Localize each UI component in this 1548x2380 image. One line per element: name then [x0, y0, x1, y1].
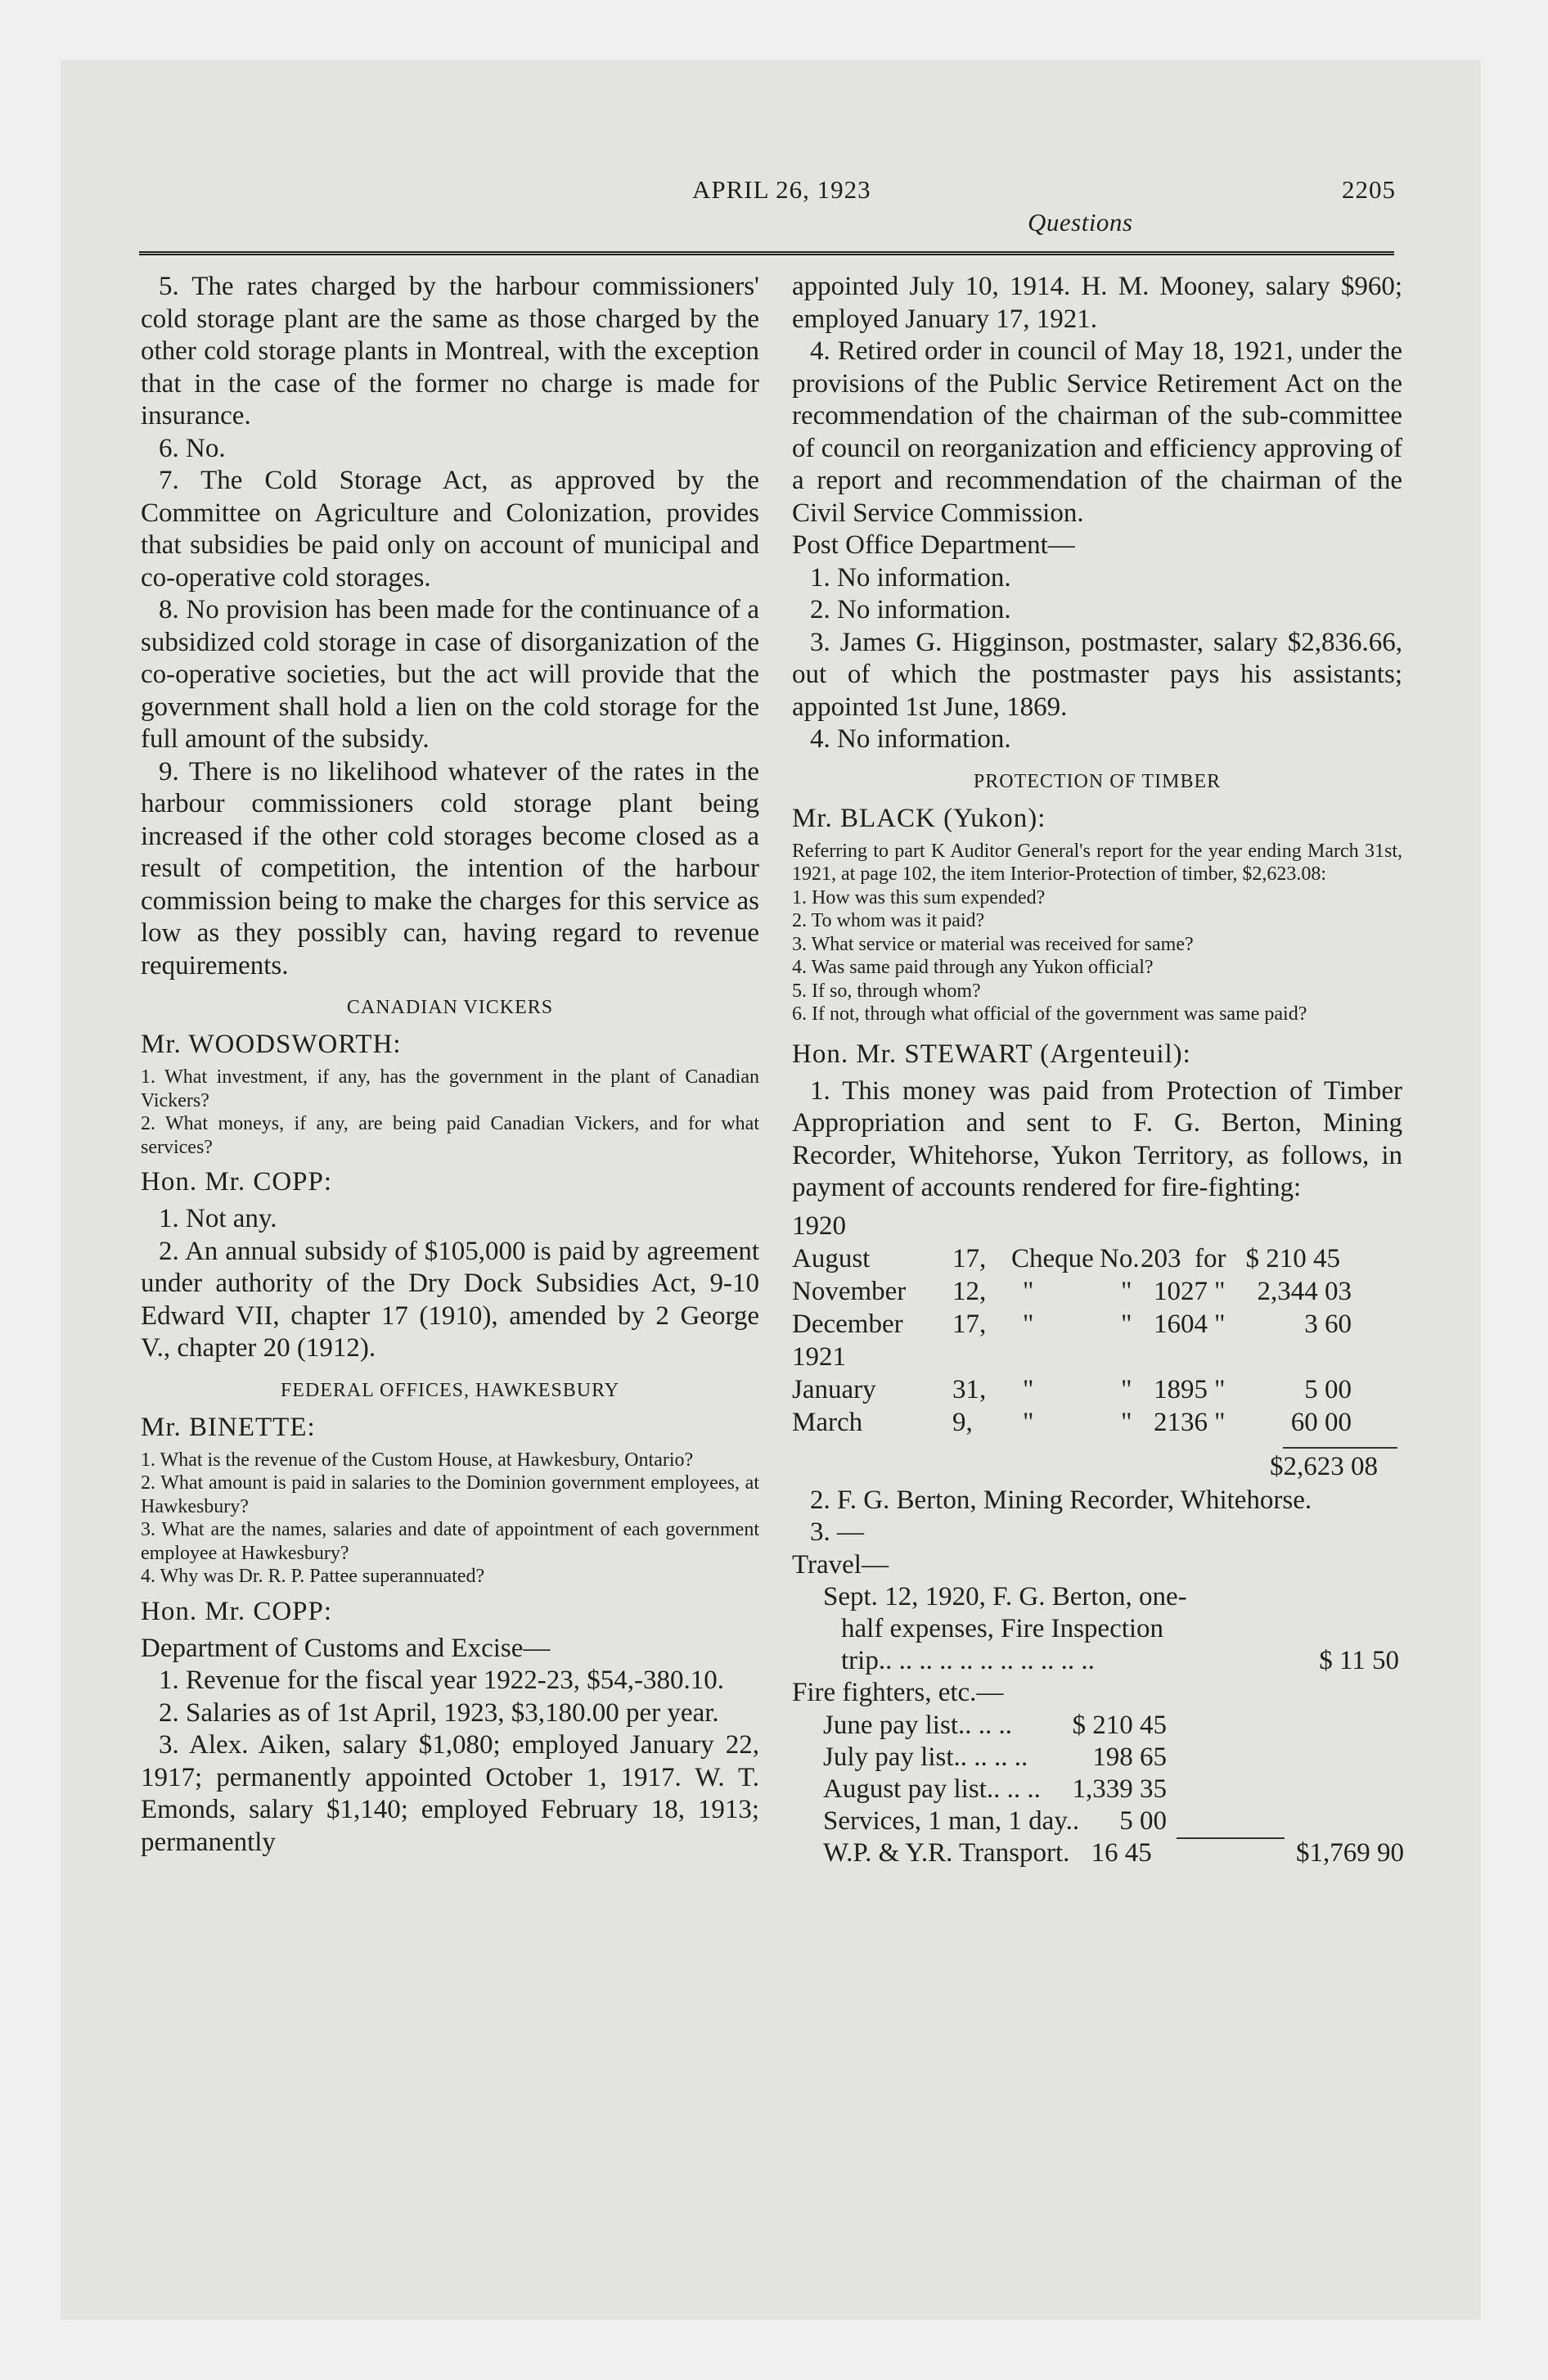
payment-mark: No. [1100, 1243, 1140, 1273]
payment-mark: " [1214, 1276, 1226, 1306]
question-item: 1. What is the revenue of the Custom House, at Hawkesbury, Ontario? [141, 1449, 694, 1471]
section-heading: CANADIAN VICKERS [346, 997, 554, 1018]
payment-row [792, 1275, 1402, 1308]
question-item: 2. What amount is paid in salaries to the Dominion government employees, at Hawkesbury? [141, 1472, 759, 1517]
payment-row [792, 1406, 1402, 1439]
answer-paragraph: 1. Revenue for the fiscal year 1922-23, $54,-380.10. [159, 1666, 724, 1695]
fire-total: $1,769 90 [1296, 1837, 1404, 1868]
header-rule [139, 251, 1394, 255]
payment-mark: " [1214, 1309, 1226, 1339]
fire-item-label: W.P. & Y.R. Transport. [823, 1837, 1070, 1868]
payment-mark: " [1023, 1374, 1034, 1404]
payment-row [792, 1308, 1402, 1341]
payment-cheque: 1027 [1154, 1276, 1208, 1306]
fire-item [823, 1837, 1402, 1869]
fire-item-amount: 198 65 [1092, 1742, 1167, 1772]
answer-paragraph: 3. — [810, 1517, 864, 1547]
payment-mark: " [1121, 1276, 1132, 1306]
payment-row [792, 1373, 1402, 1406]
payment-cheque: 1895 [1154, 1374, 1208, 1404]
left-column [141, 271, 759, 1859]
question-item: 6. If not, through what official of the government was same paid? [792, 1003, 1307, 1025]
question-item: 2. What moneys, if any, are being paid Canadian Vickers, and for what services? [141, 1113, 759, 1158]
travel-line: half expenses, Fire Inspection [841, 1614, 1164, 1643]
page-date: APRIL 26, 1923 [692, 175, 871, 204]
payment-mark: " [1023, 1276, 1034, 1306]
payment-mark: " [1121, 1407, 1132, 1437]
payment-mark: " [1214, 1374, 1226, 1404]
fire-item-label: June pay list.. .. .. [823, 1710, 1012, 1740]
section-heading: PROTECTION OF TIMBER [973, 770, 1222, 792]
speaker-name: Mr. WOODSWORTH: [141, 1030, 402, 1059]
department-label: Department of Customs and Excise— [141, 1633, 551, 1663]
answer-paragraph: 8. No provision has been made for the continuance of a subsidized cold storage in case of disorganization of the co-operative societies, but the act will provide that the government shall hold a lien on the cold storage for the full amount of the subsidy. [141, 595, 759, 754]
answer-paragraph: 3. Alex. Aiken, salary $1,080; employed January 22, 1917; permanently appointed October 1, 1917. W. T. Emonds, salary $1,140; employed February 18, 1913; permanently [141, 1730, 759, 1857]
question-item: 4. Why was Dr. R. P. Pattee superannuated? [141, 1566, 485, 1587]
payment-total: $2,623 08 [1270, 1451, 1378, 1481]
question-item: 3. What are the names, salaries and date of appointment of each government employee at Hawkesbury? [141, 1519, 759, 1564]
payment-day: 9, [952, 1407, 973, 1437]
answer-paragraph: 3. James G. Higginson, postmaster, salary $2,836.66, out of which the postmaster pays his assistants; appointed 1st June, 1869. [792, 627, 1402, 722]
travel-line: Sept. 12, 1920, F. G. Berton, one- [823, 1582, 1187, 1611]
travel-amount: $ 11 50 [1319, 1646, 1399, 1675]
question-item: 4. Was same paid through any Yukon official? [792, 957, 1154, 978]
fire-item-amount: 5 00 [1119, 1805, 1167, 1836]
fire-item [823, 1742, 1402, 1774]
question-item: 3. What service or material was received for same? [792, 933, 1194, 955]
fire-item [823, 1710, 1402, 1742]
payment-amount: 3 60 [1304, 1309, 1352, 1339]
fire-item-amount: 1,339 35 [1072, 1774, 1167, 1804]
year-label: 1921 [792, 1341, 846, 1372]
payment-amount: 5 00 [1304, 1374, 1352, 1404]
answer-paragraph: 1. Not any. [159, 1204, 277, 1233]
fire-item [823, 1805, 1402, 1837]
payment-amount: $ 210 45 [1245, 1243, 1340, 1273]
section-heading: FEDERAL OFFICES, HAWKESBURY [280, 1379, 620, 1401]
answer-paragraph: 7. The Cold Storage Act, as approved by the Committee on Agriculture and Colonization, provides that subsidies be paid only on account of municipal and co-operative cold storages. [141, 466, 759, 593]
payment-row [792, 1242, 1402, 1275]
answer-paragraph: 5. The rates charged by the harbour commissioners' cold storage plant are the same as those charged by the other cold storage plants in Montreal, with the exception that in the case of the former no charge is made for insurance. [141, 272, 759, 430]
payment-mark: " [1121, 1374, 1132, 1404]
section-title: Questions [1028, 208, 1133, 237]
payment-cheque: 1604 [1154, 1309, 1208, 1339]
payment-day: 31, [952, 1374, 987, 1404]
question-item: 1. What investment, if any, has the government in the plant of Canadian Vickers? [141, 1066, 759, 1111]
payment-mark: " [1023, 1407, 1034, 1437]
answer-paragraph: 1. No information. [810, 562, 1011, 593]
question-item: 1. How was this sum expended? [792, 886, 1046, 908]
department-label: Post Office Department— [792, 530, 1075, 560]
answer-paragraph: 4. Retired order in council of May 18, 1921, under the provisions of the Public Service Retirement Act on the recommendation of the chairman of the sub-committee of council on reorganization and efficiency approving of a report and recommendation of the chairman of the Civil Service Commission. [792, 336, 1402, 528]
expense-category: Travel— [792, 1549, 889, 1580]
fire-item [823, 1774, 1402, 1805]
page-number: 2205 [1342, 175, 1396, 204]
payment-mark: " [1023, 1309, 1034, 1339]
payment-month: November [792, 1276, 907, 1306]
speaker-name: Mr. BLACK (Yukon): [792, 803, 1046, 833]
question-item: 2. To whom was it paid? [792, 910, 985, 931]
payment-amount: 2,344 03 [1257, 1276, 1352, 1306]
speaker-name: Hon. Mr. COPP: [141, 1167, 333, 1197]
answer-paragraph: 2. F. G. Berton, Mining Recorder, Whitehorse. [810, 1485, 1312, 1515]
answer-paragraph: 6. No. [159, 433, 226, 463]
answer-paragraph: 2. An annual subsidy of $105,000 is paid by agreement under authority of the Dry Dock Subsidies Act, 9-10 Edward VII, chapter 17 (1910), amended by 2 George V., chapter 20 (1912). [141, 1236, 759, 1363]
fire-item-label: July pay list.. .. .. .. [823, 1742, 1028, 1772]
expense-category: Fire fighters, etc.— [792, 1678, 1004, 1707]
answer-paragraph: 2. No information. [810, 595, 1011, 624]
fire-item-label: August pay list.. .. .. [823, 1774, 1041, 1804]
payment-month: December [792, 1309, 903, 1339]
payment-mark: " [1214, 1407, 1226, 1437]
payment-mark: Cheque [1011, 1243, 1094, 1273]
right-column [792, 271, 1402, 1869]
year-label: 1920 [792, 1210, 846, 1241]
payment-month: August [792, 1243, 871, 1273]
answer-paragraph: 2. Salaries as of 1st April, 1923, $3,180.00 per year. [159, 1697, 719, 1728]
travel-line-row [823, 1645, 1402, 1677]
answer-paragraph: 9. There is no likelihood whatever of the rates in the harbour commissioners cold storage plant being increased if the other cold storages become closed as a result of competition, the intention of the harbour commission being to make the charges for this service as low as they possibly can, having regard to revenue requirements. [141, 756, 759, 980]
fire-item-amount: $ 210 45 [1072, 1710, 1167, 1740]
payment-mark: for [1195, 1243, 1226, 1273]
payment-month: March [792, 1407, 863, 1437]
fire-item-label: Services, 1 man, 1 day.. [823, 1805, 1080, 1836]
fire-item-amount: 16 45 [1091, 1837, 1152, 1868]
payment-amount: 60 00 [1290, 1407, 1352, 1437]
question-item: 5. If so, through whom? [792, 980, 981, 1002]
payment-day: 12, [952, 1276, 987, 1306]
travel-entry [823, 1581, 1402, 1677]
answer-paragraph: appointed July 10, 1914. H. M. Mooney, salary $960; employed January 17, 1921. [792, 272, 1402, 334]
answer-paragraph: 1. This money was paid from Protection of Timber Appropriation and sent to F. G. Berton, Mining Recorder, Whitehorse, Yukon Territory, as follows, in payment of accounts rendered for fire-fighting: [792, 1075, 1402, 1202]
answer-paragraph: 4. No information. [810, 724, 1011, 754]
sum-rule [1177, 1837, 1285, 1869]
question-intro: Referring to part K Auditor General's report for the year ending March 31st, 1921, at page 102, the item Interior-Protection of timber, $2,623.08: [792, 840, 1402, 885]
speaker-name: Hon. Mr. STEWART (Argenteuil): [792, 1039, 1191, 1069]
payment-mark: " [1121, 1309, 1132, 1339]
payment-cheque: 2136 [1154, 1407, 1208, 1437]
travel-line: trip.. .. .. .. .. .. .. .. .. .. .. [841, 1646, 1095, 1675]
payment-month: January [792, 1374, 876, 1404]
speaker-name: Mr. BINETTE: [141, 1412, 316, 1442]
payment-day: 17, [952, 1243, 987, 1273]
payment-cheque: 203 [1141, 1243, 1181, 1273]
speaker-name: Hon. Mr. COPP: [141, 1596, 333, 1626]
payment-day: 17, [952, 1309, 987, 1339]
